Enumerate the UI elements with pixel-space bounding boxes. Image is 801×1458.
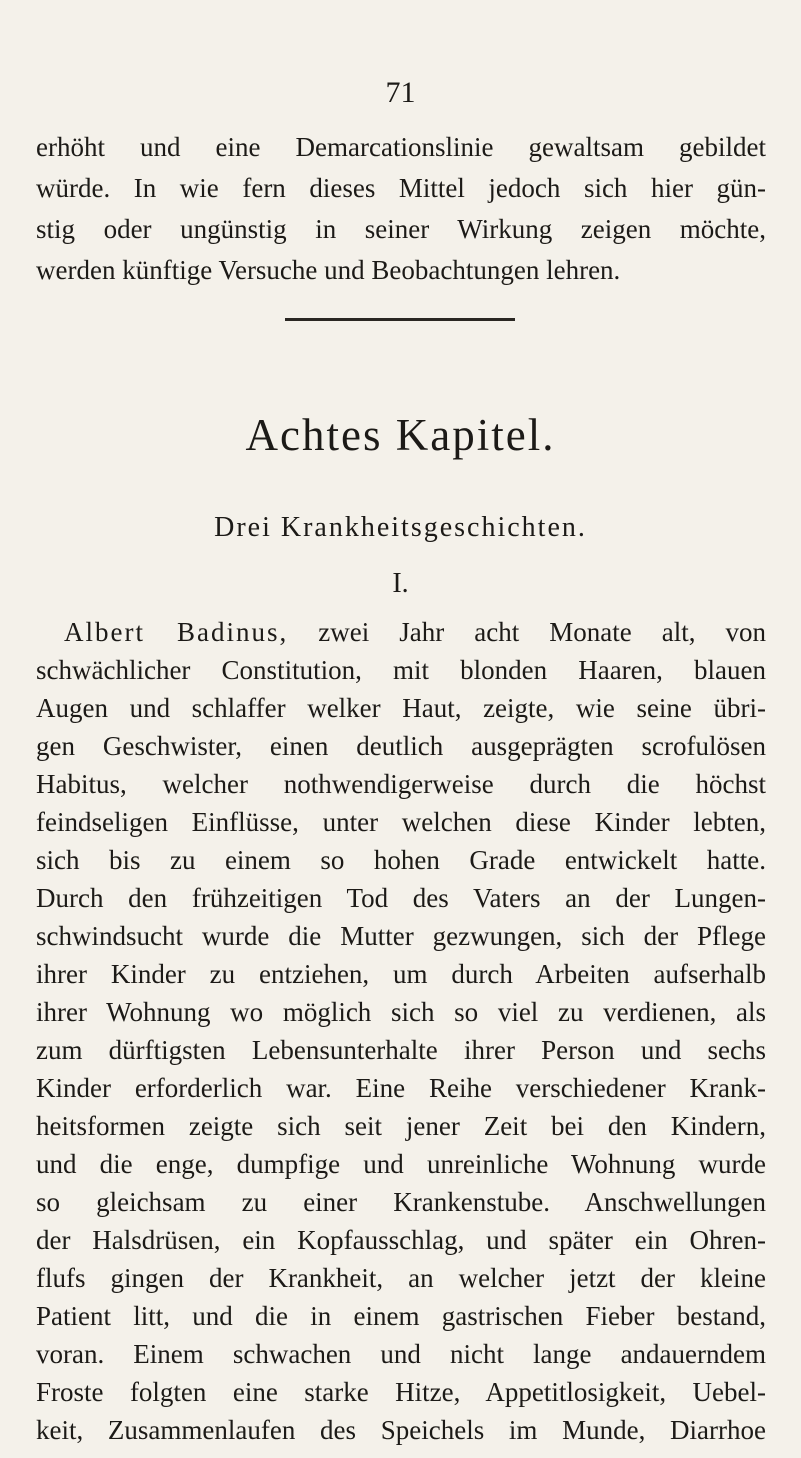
- text-line: Augen und schlaffer welker Haut, zeigte, wie seine übri-: [36, 693, 766, 723]
- text-line: Durch den frühzeitigen Tod des Vaters an der Lungen-: [36, 883, 766, 913]
- text-line: ihrer Kinder zu entziehen, um durch Arbeiten aufserhalb: [36, 959, 766, 989]
- text-line: Patient litt, und die in einem gastrischen Fieber bestand,: [36, 1301, 766, 1331]
- text-line: Froste folgten eine starke Hitze, Appetitlosigkeit, Uebel-: [36, 1377, 766, 1407]
- text-line: heitsformen zeigte sich seit jener Zeit bei den Kindern,: [36, 1111, 766, 1141]
- text-line: Kinder erforderlich war. Eine Reihe verschiedener Krank-: [36, 1073, 766, 1103]
- text-line: erhöht und eine Demarcationslinie gewaltsam gebildet: [36, 132, 766, 162]
- text-line: Habitus, welcher nothwendigerweise durch die höchst: [36, 769, 766, 799]
- chapter-title: Achtes Kapitel.: [245, 410, 556, 460]
- text-line: gen Geschwister, einen deutlich ausgeprägten scrofulösen: [36, 731, 766, 761]
- text-line-first: [64, 614, 766, 650]
- text-line: ihrer Wohnung wo möglich sich so viel zu verdienen, als: [36, 997, 766, 1027]
- text-line: flufs gingen der Krankheit, an welcher jetzt der kleine: [36, 1263, 766, 1293]
- text-line: sich bis zu einem so hohen Grade entwickelt hatte.: [36, 845, 766, 875]
- chapter-subtitle: Drei Krankheitsgeschichten.: [214, 512, 587, 543]
- text-line: schwächlicher Constitution, mit blonden Haaren, blauen: [36, 655, 766, 685]
- text-line: so gleichsam zu einer Krankenstube. Anschwellungen: [36, 1187, 766, 1217]
- text-line: werden künftige Versuche und Beobachtungen lehren.: [36, 255, 621, 285]
- first-line-rest: zwei Jahr acht Monate alt, von: [288, 617, 766, 647]
- text-line: schwindsucht wurde die Mutter gezwungen, sich der Pflege: [36, 921, 766, 951]
- section-number: I.: [392, 568, 409, 599]
- text-line: voran. Einem schwachen und nicht lange andauerndem: [36, 1339, 766, 1369]
- text-line: feindseligen Einflüsse, unter welchen diese Kinder lebten,: [36, 807, 766, 837]
- page-number: 71: [385, 76, 416, 109]
- text-line: und die enge, dumpfige und unreinliche Wohnung wurde: [36, 1149, 766, 1179]
- text-line: würde. In wie fern dieses Mittel jedoch sich hier gün-: [36, 173, 766, 203]
- text-line: zum dürftigsten Lebensunterhalte ihrer Person und sechs: [36, 1035, 766, 1065]
- patient-name: Albert Badinus,: [64, 617, 289, 647]
- text-line: keit, Zusammenlaufen des Speichels im Munde, Diarrhoe: [36, 1415, 766, 1445]
- text-line: stig oder ungünstig in seiner Wirkung zeigen möchte,: [36, 214, 766, 244]
- section-divider: [285, 318, 515, 321]
- text-line: der Halsdrüsen, ein Kopfausschlag, und später ein Ohren-: [36, 1225, 766, 1255]
